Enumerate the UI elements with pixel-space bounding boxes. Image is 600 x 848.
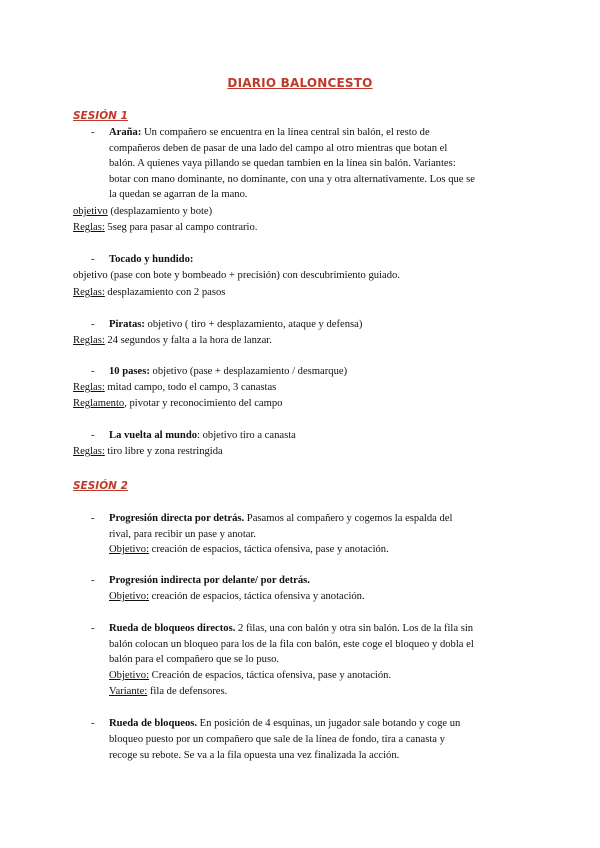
rueda-line-2: bloqueo puesto por un compañero que sale de la línea de fondo, tira a canasta y	[109, 734, 445, 745]
tocado-reglas	[73, 285, 225, 301]
bullet-arana: -	[91, 127, 95, 138]
document-title: DIARIO BALONCESTO	[227, 76, 373, 90]
bullet-pases: -	[91, 366, 95, 377]
piratas-text: objetivo ( tiro + desplazamiento, ataque y defensa)	[144, 319, 363, 330]
arana-line-2: compañeros deben de pasar de una lado del campo al otro mientras que botan el	[109, 142, 448, 154]
arana-reglas	[73, 220, 257, 236]
rueda-directos-text-1: 2 filas, una con balón y otra sin balón. Los de la fila sin	[235, 623, 474, 634]
tocado-reglas-label: Reglas:	[73, 287, 105, 298]
pases-reglas	[73, 380, 276, 396]
progresion-directa-objetivo	[109, 542, 389, 558]
arana-objetivo-label: objetivo	[73, 206, 108, 217]
bullet-progresion-directa: -	[91, 513, 95, 524]
rueda-name: Rueda de bloqueos.	[109, 718, 198, 729]
bullet-piratas: -	[91, 319, 95, 330]
vuelta-text: : objetivo tiro a canasta	[197, 430, 296, 441]
vuelta-reglas-text: tiro libre y zona restringida	[104, 446, 223, 457]
progresion-indirecta-objetivo-label: Objetivo:	[109, 591, 150, 602]
piratas-name: Piratas:	[109, 319, 145, 330]
tocado-reglas-text: desplazamiento con 2 pasos	[104, 287, 226, 298]
rueda-directos-line-2: balón colocan un bloqueo para los de la fila con balón, este coge el bloqueo y dobla el	[109, 638, 474, 650]
rueda-text-1: En posición de 4 esquinas, un jugador sale botando y coge un	[197, 718, 461, 729]
arana-line-4: botar con mano dominante, no dominante, con una y otra alternativamente. Los que se	[109, 173, 475, 185]
arana-reglas-text: 5seg para pasar al campo contrario.	[104, 222, 258, 233]
arana-reglas-label: Reglas:	[73, 222, 105, 233]
pases-text: objetivo (pase + desplazamiento / desmarque)	[149, 366, 348, 377]
rueda-directos-objetivo	[109, 668, 391, 684]
arana-text-1: Un compañero se encuentra en la línea central sin balón, el resto de	[144, 127, 430, 138]
arana-objetivo-text: (desplazamiento y bote)	[107, 206, 213, 217]
piratas-reglas-label: Reglas:	[73, 335, 105, 346]
progresion-indirecta-objetivo-text: creación de espacios, táctica ofensiva y anotación.	[149, 591, 365, 602]
rueda-directos-variante	[109, 684, 227, 700]
arana-objetivo	[73, 204, 212, 220]
rueda-directos-line-3: balón para el compañero que se lo puso.	[109, 654, 280, 665]
progresion-directa-objetivo-label: Objetivo:	[109, 544, 150, 555]
progresion-directa-objetivo-text: creación de espacios, táctica ofensiva, pase y anotación.	[149, 544, 389, 555]
bullet-vuelta: -	[91, 430, 95, 441]
rueda-directos-variante-text: fila de defensores.	[147, 686, 228, 697]
tocado-objetivo: objetivo (pase con bote y bombeado + precisión) con descubrimiento guiado.	[73, 270, 400, 281]
pases-reglamento-text: , pivotar y reconocimiento del campo	[124, 398, 283, 409]
progresion-directa-line-1	[109, 511, 452, 527]
progresion-directa-text-1: Pasamos al compañero y cogemos la espalda del	[244, 513, 453, 524]
bullet-progresion-indirecta: -	[91, 575, 95, 586]
arana-line-5: la quedan se agarran de la mano.	[109, 189, 248, 200]
tocado-name-text: Tocado y hundido:	[109, 254, 194, 265]
bullet-rueda-directos: -	[91, 623, 95, 634]
rueda-directos-variante-label: Variante:	[109, 686, 148, 697]
arana-line-1	[109, 125, 430, 141]
rueda-directos-objetivo-text: Creación de espacios, táctica ofensiva, pase y anotación.	[149, 670, 392, 681]
pases-reglas-text: mitad campo, todo el campo, 3 canastas	[104, 382, 277, 393]
pases-reglas-label: Reglas:	[73, 382, 105, 393]
rueda-line-3: recoge su rebote. Se va a la fila opuesta una vez finalizada la acción.	[109, 750, 400, 761]
progresion-directa-line-2: rival, para recibir un pase y anotar.	[109, 528, 257, 540]
pases-name: 10 pases:	[109, 366, 150, 377]
session-1-heading: SESIÓN 1	[73, 110, 128, 122]
progresion-directa-name: Progresión directa por detrás.	[109, 513, 245, 524]
pases-reglamento	[73, 396, 282, 412]
progresion-indirecta-name: Progresión indirecta por delante/ por detrás.	[109, 575, 310, 586]
arana-name: Araña:	[109, 127, 142, 138]
session-2-heading: SESIÓN 2	[73, 480, 128, 492]
rueda-line-1	[109, 716, 460, 732]
rueda-directos-line-1	[109, 621, 473, 637]
tocado-name	[109, 252, 193, 268]
pases-line	[109, 364, 347, 380]
piratas-line	[109, 317, 362, 333]
vuelta-name: La vuelta al mundo	[109, 430, 198, 441]
piratas-reglas	[73, 333, 272, 349]
pases-reglamento-label: Reglamento	[73, 398, 125, 409]
rueda-directos-objetivo-label: Objetivo:	[109, 670, 150, 681]
bullet-rueda: -	[91, 718, 95, 729]
progresion-indirecta-line-1	[109, 573, 310, 589]
bullet-tocado: -	[91, 254, 95, 265]
vuelta-line	[109, 428, 296, 444]
vuelta-reglas	[73, 444, 223, 460]
rueda-directos-name: Rueda de bloqueos directos.	[109, 623, 236, 634]
progresion-indirecta-objetivo	[109, 589, 365, 605]
arana-line-3: balón. A quienes vaya pillando se quedan tambien en la línea sin balón. Variantes:	[109, 158, 456, 169]
piratas-reglas-text: 24 segundos y falta a la hora de lanzar.	[104, 335, 272, 346]
vuelta-reglas-label: Reglas:	[73, 446, 105, 457]
